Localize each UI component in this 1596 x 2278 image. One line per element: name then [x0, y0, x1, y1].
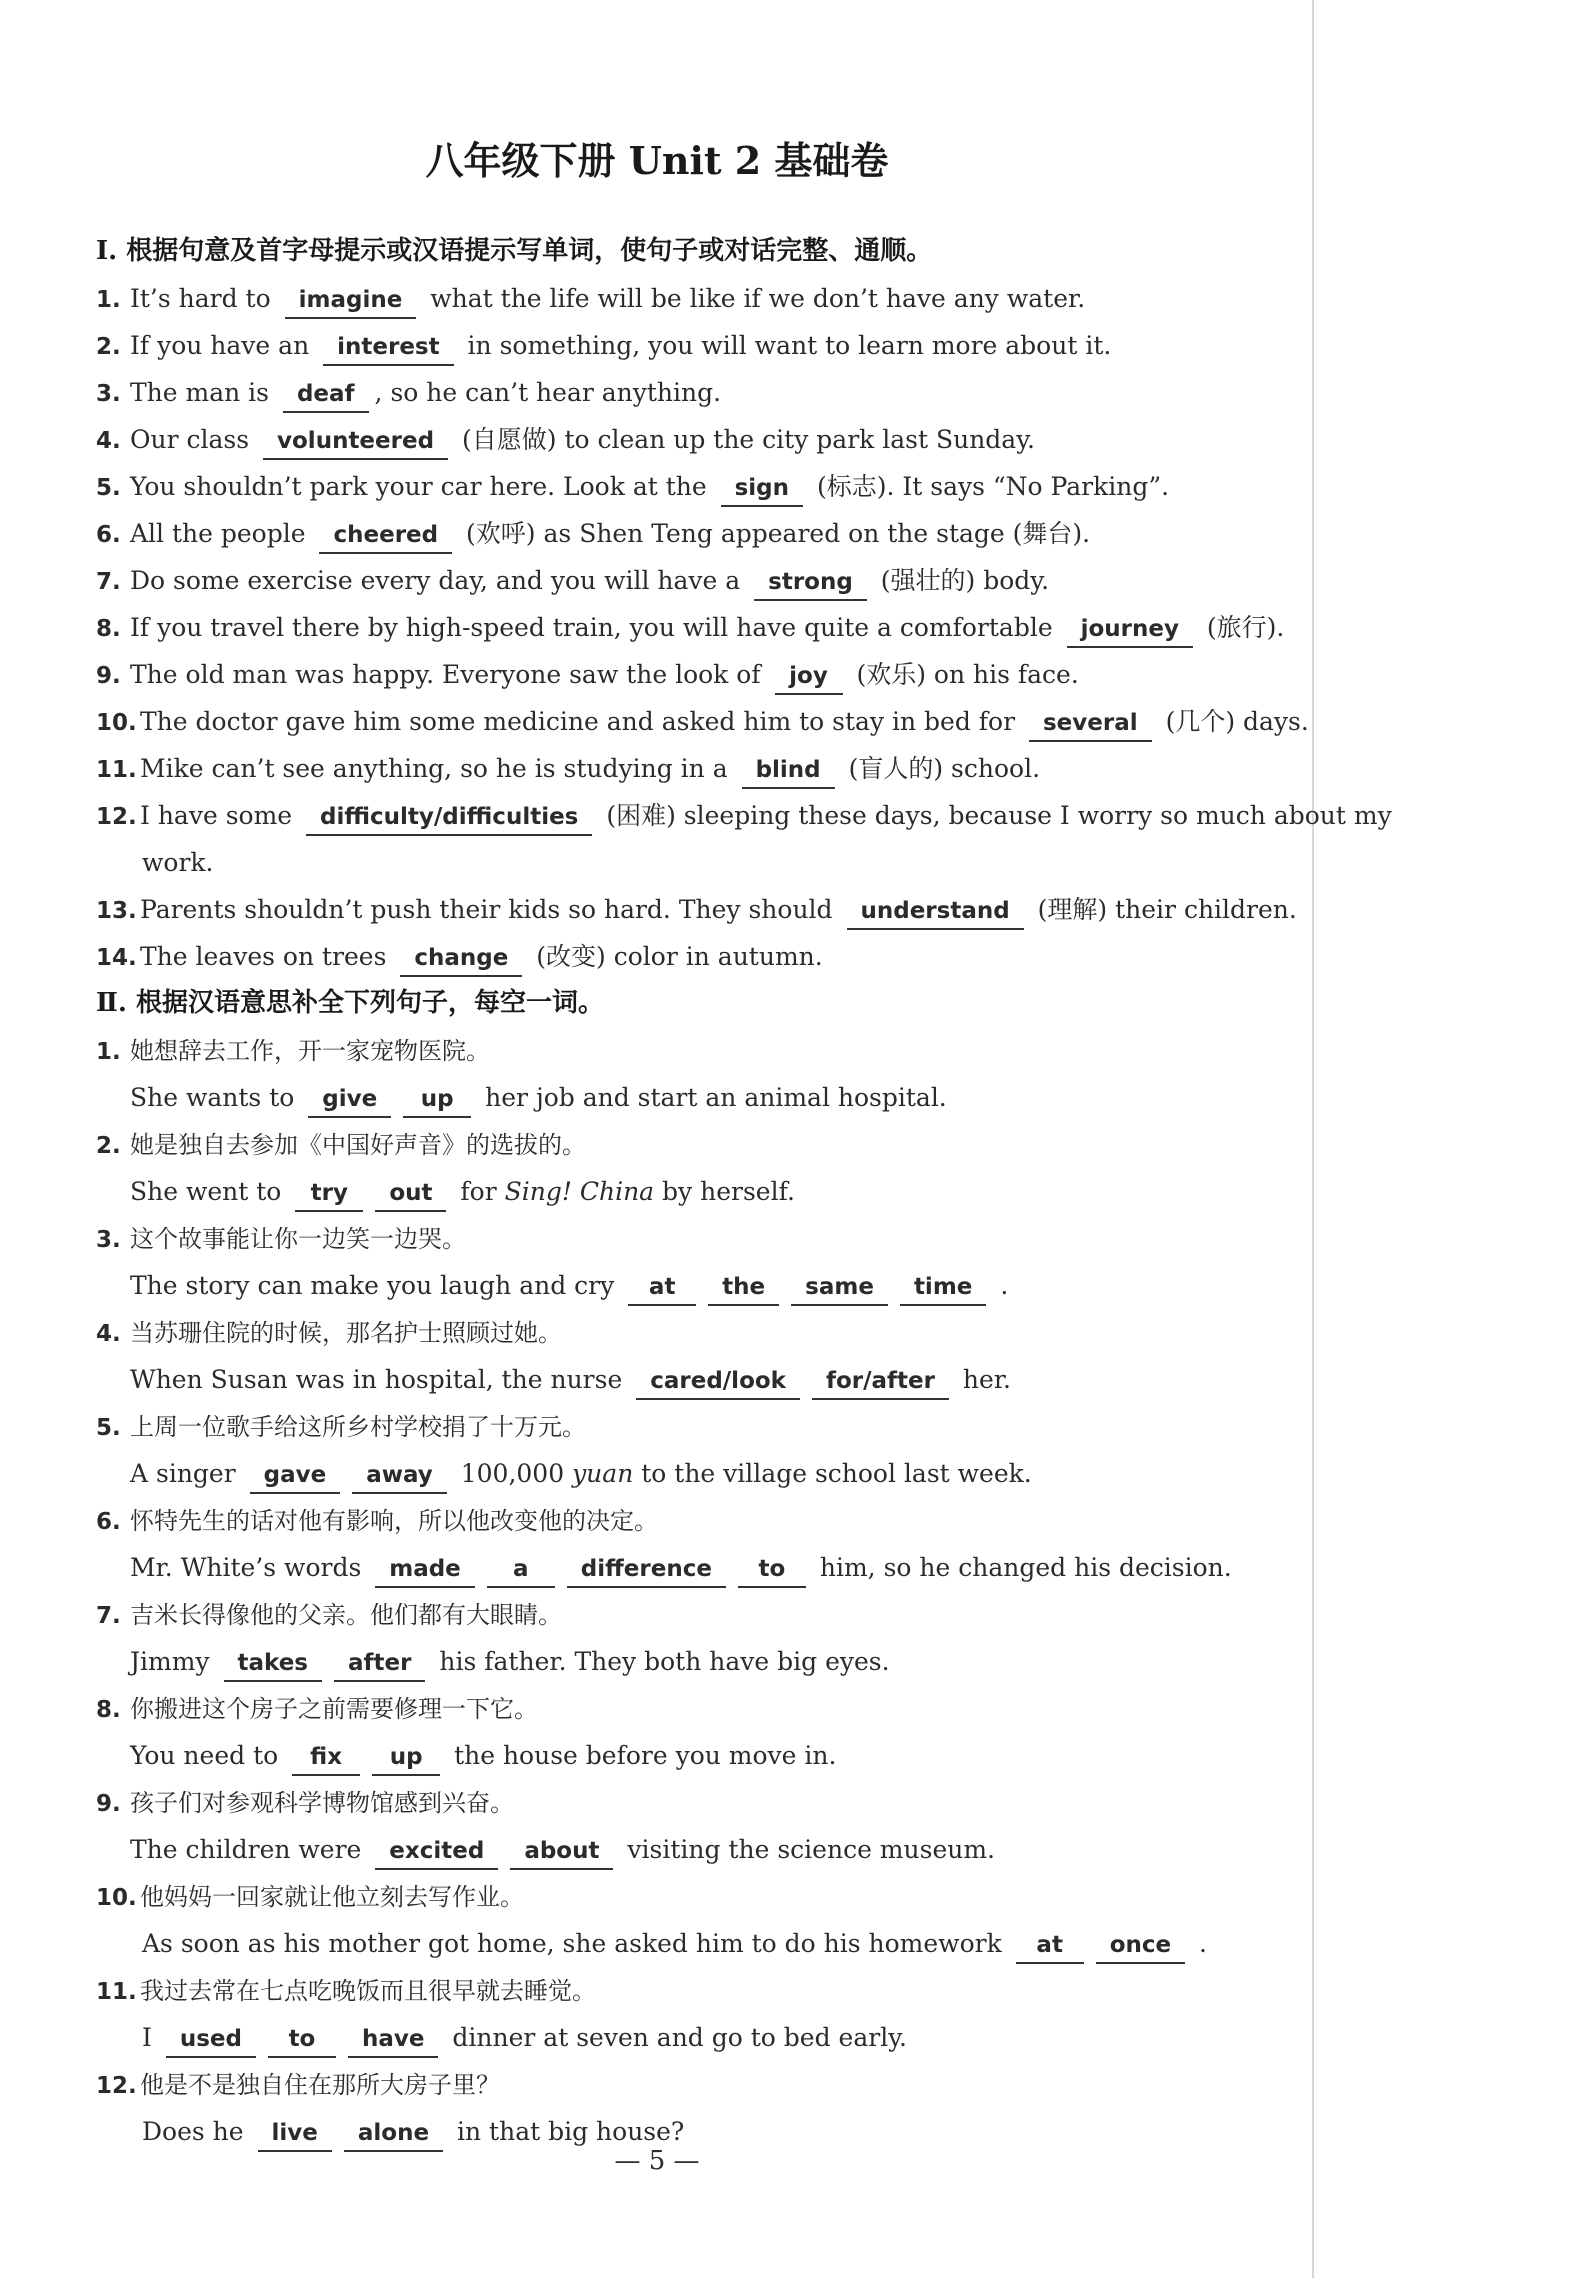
sentence-start: You need to	[130, 1741, 287, 1770]
question-number: 10.	[96, 710, 137, 736]
answer-blank: at	[628, 1270, 696, 1306]
answer-blank: deaf	[283, 377, 369, 413]
answer-blank: have	[348, 2022, 439, 2058]
question-text-after: , so he can’t hear anything.	[374, 378, 722, 407]
question-text-after: (困难) sleeping these days, because I worry so much about my	[598, 801, 1392, 830]
chinese-prompt-line	[96, 1873, 1456, 1920]
question-text-after: in something, you will want to learn more about it.	[459, 331, 1112, 360]
english-sentence-line	[96, 2014, 1456, 2061]
answer-blank: sign	[721, 471, 803, 507]
chinese-prompt: 他妈妈一回家就让他立刻去写作业。	[140, 1883, 524, 1911]
sentence-end: visiting the science museum.	[619, 1835, 995, 1864]
question-number: 1.	[96, 287, 121, 313]
chinese-prompt: 她是独自去参加《中国好声音》的选拔的。	[130, 1131, 586, 1159]
answer-blank: alone	[344, 2116, 443, 2152]
chinese-prompt-line	[96, 1497, 1456, 1544]
sentence-mid: for	[452, 1177, 505, 1206]
question-number: 7.	[96, 569, 121, 595]
answer-blank: out	[375, 1176, 446, 1212]
question-text-before: I have some	[140, 801, 301, 830]
question-text-before: You shouldn’t park your car here. Look at the	[130, 472, 715, 501]
question-line	[96, 510, 1456, 557]
chinese-prompt: 我过去常在七点吃晚饭而且很早就去睡觉。	[140, 1977, 596, 2005]
question-number: 2.	[96, 334, 121, 360]
sentence-italic: yuan	[572, 1459, 634, 1488]
english-sentence-line	[96, 1638, 1456, 1685]
question-line	[96, 745, 1456, 792]
sentence-end: to the village school last week.	[633, 1459, 1032, 1488]
page-title: 八年级下册 Unit 2 基础卷	[425, 138, 889, 183]
sentence-end: dinner at seven and go to bed early.	[444, 2023, 907, 2052]
question-text-after: (盲人的) school.	[840, 754, 1041, 783]
chinese-prompt-line	[96, 1591, 1456, 1638]
chinese-prompt-line	[96, 1027, 1456, 1074]
answer-blank: difficulty/difficulties	[306, 800, 592, 836]
answer-blank: cared/look	[636, 1364, 800, 1400]
question-line	[96, 275, 1456, 322]
question-line	[96, 886, 1456, 933]
sentence-start: She wants to	[130, 1083, 303, 1112]
answer-blank: at	[1016, 1928, 1084, 1964]
question-line	[96, 416, 1456, 463]
question-number: 11.	[96, 757, 137, 783]
answer-blank: live	[258, 2116, 332, 2152]
answer-blank: gave	[250, 1458, 341, 1494]
question-text-after: (标志). It says “No Parking”.	[809, 472, 1170, 501]
sentence-start: She went to	[130, 1177, 290, 1206]
question-number: 6.	[96, 522, 121, 548]
chinese-prompt-line	[96, 2061, 1456, 2108]
question-line	[96, 322, 1456, 369]
english-sentence-line	[96, 1732, 1456, 1779]
sentence-start: A singer	[130, 1459, 244, 1488]
question-number: 11.	[96, 1979, 137, 2005]
question-text-before: If you have an	[130, 331, 318, 360]
question-number: 9.	[96, 663, 121, 689]
english-sentence-line	[96, 1450, 1456, 1497]
answer-blank: the	[708, 1270, 779, 1306]
question-number: 2.	[96, 1133, 121, 1159]
answer-blank: about	[510, 1834, 613, 1870]
question-text-before: Mike can’t see anything, so he is studying in a	[140, 754, 736, 783]
sentence-start: Does he	[142, 2117, 252, 2146]
sentence-end: the house before you move in.	[446, 1741, 837, 1770]
question-text-before: The old man was happy. Everyone saw the look of	[130, 660, 769, 689]
question-text-before: The leaves on trees	[140, 942, 395, 971]
sentence-start: The children were	[130, 1835, 370, 1864]
sentence-end: .	[992, 1271, 1009, 1300]
chinese-prompt: 上周一位歌手给这所乡村学校捐了十万元。	[130, 1413, 586, 1441]
sentence-start: Jimmy	[130, 1647, 218, 1676]
sentence-italic: Sing! China	[504, 1177, 655, 1206]
question-number: 4.	[96, 1321, 121, 1347]
answer-blank: made	[375, 1552, 475, 1588]
chinese-prompt-line	[96, 1779, 1456, 1826]
question-text-before: It’s hard to	[130, 284, 279, 313]
answer-blank: away	[352, 1458, 447, 1494]
answer-blank: takes	[224, 1646, 322, 1682]
chinese-prompt: 当苏珊住院的时候，那名护士照顾过她。	[130, 1319, 562, 1347]
answer-blank: cheered	[319, 518, 452, 554]
continuation-text: work.	[142, 848, 214, 877]
question-line	[96, 933, 1456, 980]
english-sentence-line	[96, 1544, 1456, 1591]
question-text-before: If you travel there by high-speed train, you will have quite a comfortable	[130, 613, 1061, 642]
question-text-after: (强壮的) body.	[872, 566, 1050, 595]
question-number: 9.	[96, 1791, 121, 1817]
answer-blank: try	[295, 1176, 363, 1212]
question-number: 1.	[96, 1039, 121, 1065]
question-text-before: Do some exercise every day, and you will have a	[130, 566, 749, 595]
answer-blank: imagine	[285, 283, 417, 319]
question-number: 3.	[96, 1227, 121, 1253]
sentence-end: by herself.	[654, 1177, 795, 1206]
chinese-prompt-line	[96, 1967, 1456, 2014]
answer-blank: up	[403, 1082, 471, 1118]
answer-blank: difference	[567, 1552, 726, 1588]
answer-blank: for/after	[812, 1364, 949, 1400]
question-number: 6.	[96, 1509, 121, 1535]
question-number: 8.	[96, 1697, 121, 1723]
sentence-mid: 100,000	[452, 1459, 573, 1488]
answer-blank: joy	[775, 659, 843, 695]
chinese-prompt-line	[96, 1685, 1456, 1732]
answer-blank: give	[308, 1082, 391, 1118]
question-continuation	[96, 839, 1456, 886]
question-line	[96, 369, 1456, 416]
question-text-after: (自愿做) to clean up the city park last Sunday.	[454, 425, 1035, 454]
question-text-after: (理解) their children.	[1029, 895, 1297, 924]
question-text-after: (几个) days.	[1157, 707, 1309, 736]
worksheet-content	[96, 228, 1456, 2155]
question-line	[96, 651, 1456, 698]
section2-items	[96, 1027, 1456, 2155]
english-sentence-line	[96, 1920, 1456, 1967]
english-sentence-line	[96, 1074, 1456, 1121]
sentence-end: in that big house?	[449, 2117, 685, 2146]
chinese-prompt: 他是不是独自住在那所大房子里？	[140, 2071, 500, 2099]
answer-blank: understand	[847, 894, 1024, 930]
english-sentence-line	[96, 1262, 1456, 1309]
section1-heading: Ⅰ. 根据句意及首字母提示或汉语提示写单词，使句子或对话完整、通顺。	[96, 236, 933, 266]
chinese-prompt-line	[96, 1309, 1456, 1356]
question-number: 8.	[96, 616, 121, 642]
question-text-before: Parents shouldn’t push their kids so hard. They should	[140, 895, 841, 924]
question-line	[96, 604, 1456, 651]
answer-blank: change	[400, 941, 522, 977]
chinese-prompt-line	[96, 1403, 1456, 1450]
section2-heading: Ⅱ. 根据汉语意思补全下列句子，每空一词。	[96, 988, 605, 1018]
question-number: 12.	[96, 804, 137, 830]
question-text-before: The doctor gave him some medicine and asked him to stay in bed for	[140, 707, 1023, 736]
sentence-start: The story can make you laugh and cry	[130, 1271, 623, 1300]
answer-blank: interest	[323, 330, 453, 366]
answer-blank: after	[334, 1646, 425, 1682]
answer-blank: strong	[754, 565, 867, 601]
question-text-before: All the people	[130, 519, 314, 548]
answer-blank: blind	[742, 753, 835, 789]
question-text-before: Our class	[130, 425, 258, 454]
question-line	[96, 463, 1456, 510]
question-text-after: (改变) color in autumn.	[528, 942, 823, 971]
question-number: 14.	[96, 945, 137, 971]
answer-blank: fix	[292, 1740, 360, 1776]
question-number: 5.	[96, 1415, 121, 1441]
sentence-end: his father. They both have big eyes.	[431, 1647, 890, 1676]
answer-blank: a	[487, 1552, 555, 1588]
question-line	[96, 698, 1456, 745]
answer-blank: once	[1096, 1928, 1185, 1964]
sentence-end: .	[1191, 1929, 1208, 1958]
english-sentence-line	[96, 1168, 1456, 1215]
chinese-prompt-line	[96, 1215, 1456, 1262]
question-number: 7.	[96, 1603, 121, 1629]
section1-items	[96, 275, 1456, 980]
question-number: 13.	[96, 898, 137, 924]
answer-blank: same	[791, 1270, 888, 1306]
chinese-prompt: 这个故事能让你一边笑一边哭。	[130, 1225, 466, 1253]
question-line	[96, 557, 1456, 604]
question-text-before: The man is	[130, 378, 277, 407]
chinese-prompt: 你搬进这个房子之前需要修理一下它。	[130, 1695, 538, 1723]
answer-blank: excited	[375, 1834, 498, 1870]
english-sentence-line	[96, 1826, 1456, 1873]
answer-blank: several	[1029, 706, 1152, 742]
sentence-end: her.	[954, 1365, 1011, 1394]
answer-blank: up	[372, 1740, 440, 1776]
english-sentence-line	[96, 1356, 1456, 1403]
chinese-prompt: 吉米长得像他的父亲。他们都有大眼睛。	[130, 1601, 562, 1629]
chinese-prompt: 孩子们对参观科学博物馆感到兴奋。	[130, 1789, 514, 1817]
chinese-prompt: 她想辞去工作，开一家宠物医院。	[130, 1037, 490, 1065]
answer-blank: to	[738, 1552, 806, 1588]
question-line	[96, 792, 1456, 839]
question-text-after: (欢呼) as Shen Teng appeared on the stage (舞台).	[458, 519, 1091, 548]
sentence-start: I	[142, 2023, 160, 2052]
question-number: 12.	[96, 2073, 137, 2099]
question-text-after: what the life will be like if we don’t have any water.	[422, 284, 1086, 313]
sentence-start: As soon as his mother got home, she asked him to do his homework	[142, 1929, 1010, 1958]
question-number: 5.	[96, 475, 121, 501]
sentence-end: her job and start an animal hospital.	[477, 1083, 947, 1112]
question-text-after: (旅行).	[1198, 613, 1285, 642]
page-number: — 5 —	[614, 2146, 700, 2176]
sentence-end: him, so he changed his decision.	[811, 1553, 1232, 1582]
question-number: 10.	[96, 1885, 137, 1911]
sentence-start: When Susan was in hospital, the nurse	[130, 1365, 631, 1394]
question-text-after: (欢乐) on his face.	[848, 660, 1079, 689]
answer-blank: time	[900, 1270, 986, 1306]
chinese-prompt: 怀特先生的话对他有影响，所以他改变他的决定。	[130, 1507, 658, 1535]
question-number: 3.	[96, 381, 121, 407]
answer-blank: volunteered	[263, 424, 448, 460]
answer-blank: used	[166, 2022, 256, 2058]
question-number: 4.	[96, 428, 121, 454]
sentence-start: Mr. White’s words	[130, 1553, 370, 1582]
chinese-prompt-line	[96, 1121, 1456, 1168]
answer-blank: to	[268, 2022, 336, 2058]
answer-blank: journey	[1067, 612, 1193, 648]
